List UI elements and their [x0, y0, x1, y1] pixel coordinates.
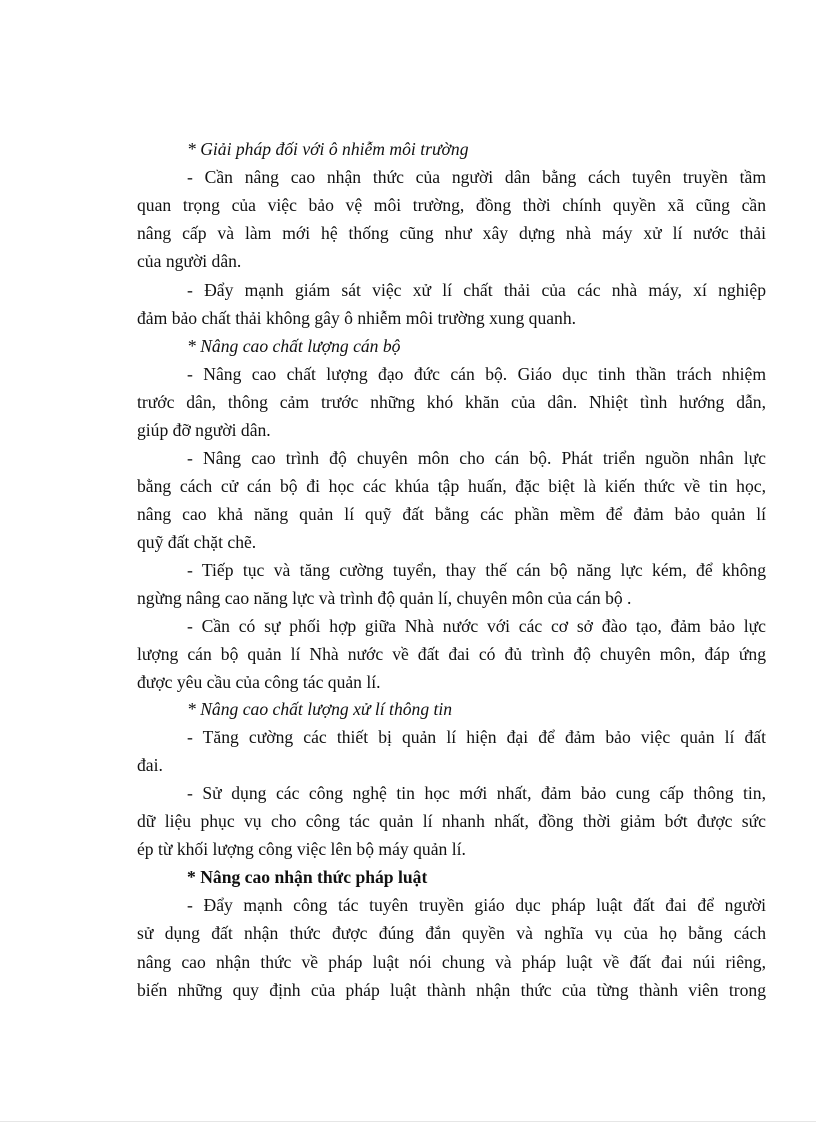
text-line: - Tăng cường các thiết bị quản lí hiện đại để đảm bảo việc quản lí đất	[187, 727, 766, 747]
text-line: quỹ đất chặt chẽ.	[137, 532, 257, 552]
text-line: được yêu cầu của công tác quản lí.	[137, 672, 381, 692]
text-line: sử dụng đất nhận thức được đúng đắn quyền và nghĩa vụ của họ bằng cách	[137, 923, 766, 943]
text-line: - Nâng cao chất lượng đạo đức cán bộ. Giáo dục tinh thần trách nhiệm	[187, 364, 766, 384]
text-line: - Cần nâng cao nhận thức của người dân bằng cách tuyên truyền tầm	[187, 167, 766, 187]
text-line: - Đẩy mạnh giám sát việc xử lí chất thải của các nhà máy, xí nghiệp	[187, 280, 766, 300]
text-line: trước dân, thông cảm trước những khó khăn của dân. Nhiệt tình hướng dẫn,	[137, 392, 766, 412]
text-line: giúp đỡ người dân.	[137, 420, 271, 440]
page-bottom-divider	[0, 1121, 816, 1122]
text-line: bằng cách cử cán bộ đi học các khúa tập huấn, đặc biệt là kiến thức về tin học,	[137, 476, 766, 496]
heading-legal-awareness: * Nâng cao nhận thức pháp luật	[187, 867, 428, 887]
text-line: lượng cán bộ quản lí Nhà nước về đất đai có đủ trình độ chuyên môn, đáp ứng	[137, 644, 766, 664]
heading-pollution-solution: * Giải pháp đối với ô nhiễm môi trường	[187, 139, 469, 159]
text-line: biến những quy định của pháp luật thành nhận thức của từng thành viên trong	[137, 980, 766, 1000]
heading-info-processing: * Nâng cao chất lượng xử lí thông tin	[187, 699, 453, 719]
text-line: - Đẩy mạnh công tác tuyên truyền giáo dục pháp luật đất đai để người	[187, 895, 766, 915]
text-line: nâng cao khả năng quản lí quỹ đất bằng các phần mềm để đảm bảo quản lí	[137, 504, 766, 524]
text-line: của người dân.	[137, 251, 242, 271]
text-line: - Cần có sự phối hợp giữa Nhà nước với các cơ sở đào tạo, đảm bảo lực	[187, 616, 766, 636]
text-line: dữ liệu phục vụ cho công tác quản lí nhanh nhất, đồng thời giảm bớt được sức	[137, 811, 766, 831]
text-line: nâng cao nhận thức về pháp luật nói chung và pháp luật về đất đai núi riêng,	[137, 952, 766, 972]
text-line: - Nâng cao trình độ chuyên môn cho cán bộ. Phát triển nguồn nhân lực	[187, 448, 766, 468]
text-line: đai.	[137, 755, 163, 775]
text-line: ép từ khối lượng công việc lên bộ máy quản lí.	[137, 839, 466, 859]
text-line: ngừng nâng cao năng lực và trình độ quản lí, chuyên môn của cán bộ .	[137, 588, 632, 608]
text-line: - Tiếp tục và tăng cường tuyển, thay thế cán bộ năng lực kém, để không	[187, 560, 766, 580]
text-line: nâng cấp và làm mới hệ thống cũng như xây dựng nhà máy xử lí nước thải	[137, 223, 766, 243]
text-line: - Sử dụng các công nghệ tin học mới nhất, đảm bảo cung cấp thông tin,	[187, 783, 766, 803]
text-line: đảm bảo chất thải không gây ô nhiễm môi trường xung quanh.	[137, 308, 577, 328]
heading-staff-quality: * Nâng cao chất lượng cán bộ	[187, 336, 401, 356]
text-line: quan trọng của việc bảo vệ môi trường, đồng thời chính quyền xã cũng cần	[137, 195, 766, 215]
